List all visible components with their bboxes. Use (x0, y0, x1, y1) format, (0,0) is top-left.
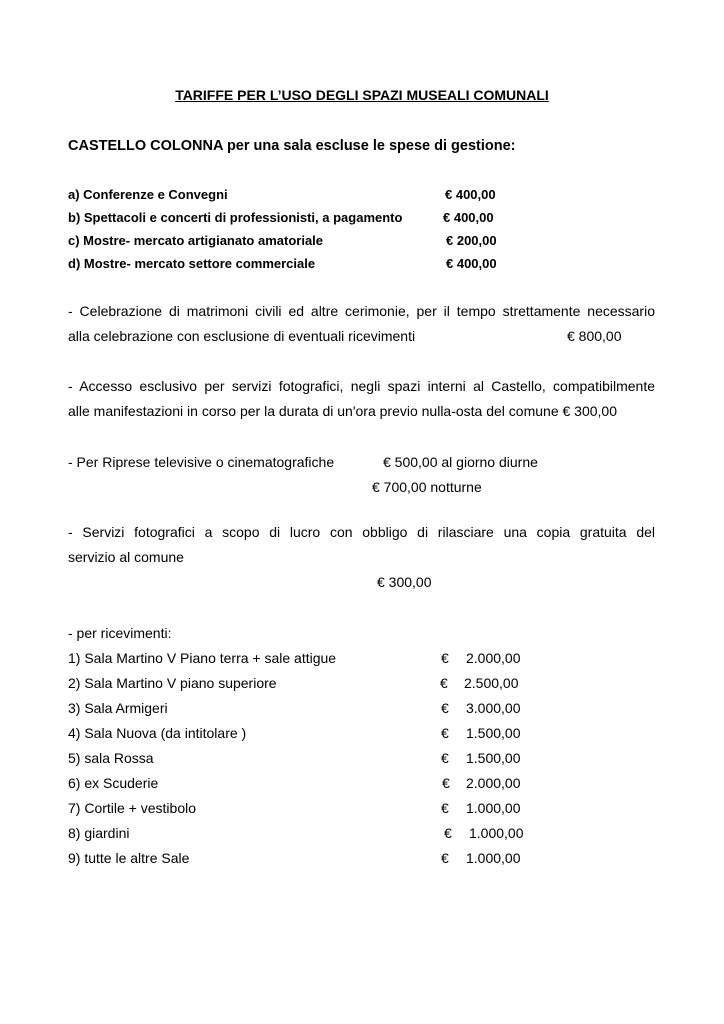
ricevimento-currency-2: € (440, 675, 448, 691)
tariff-label-a: a) Conferenze e Convegni (68, 187, 228, 202)
ricevimento-label-8: 8) giardini (68, 825, 130, 841)
ricevimento-amount-9: 1.000,00 (466, 850, 521, 866)
section-subtitle: CASTELLO COLONNA per una sala escluse le spese di gestione: (68, 138, 516, 154)
tariff-price-a: € 400,00 (445, 187, 496, 202)
ricevimento-label-1: 1) Sala Martino V Piano terra + sale attigue (68, 650, 337, 666)
lucro-line-1: - Servizi fotografici a scopo di lucro con obbligo di rilasciare una copia gratuita del (68, 524, 655, 540)
fotografici-line-2: alle manifestazioni in corso per la durata di un'ora previo nulla-osta del comune € 300,00 (68, 403, 618, 419)
ricevimento-label-9: 9) tutte le altre Sale (68, 850, 190, 866)
riprese-label: - Per Riprese televisive o cinematografiche (68, 454, 335, 470)
ricevimento-amount-2: 2.500,00 (464, 675, 519, 691)
ricevimento-label-4: 4) Sala Nuova (da intitolare ) (68, 725, 247, 741)
ricevimento-currency-3: € (441, 700, 449, 716)
ricevimento-label-2: 2) Sala Martino V piano superiore (68, 675, 277, 691)
matrimoni-line-1: - Celebrazione di matrimoni civili ed altre cerimonie, per il tempo strettamente necessario (68, 303, 655, 319)
ricevimento-label-7: 7) Cortile + vestibolo (68, 800, 197, 816)
tariff-label-c: c) Mostre- mercato artigianato amatoriale (68, 233, 324, 248)
ricevimento-currency-8: € (444, 825, 452, 841)
ricevimento-label-6: 6) ex Scuderie (68, 775, 159, 791)
matrimoni-price: € 800,00 (567, 328, 622, 344)
ricevimento-amount-8: 1.000,00 (469, 825, 524, 841)
tariff-label-b: b) Spettacoli e concerti di professionisti, a pagamento (68, 210, 403, 225)
page-title: TARIFFE PER L’USO DEGLI SPAZI MUSEALI COMUNALI (175, 87, 549, 103)
ricevimento-label-5: 5) sala Rossa (68, 750, 154, 766)
ricevimento-amount-7: 1.000,00 (466, 800, 521, 816)
fotografici-line-1: - Accesso esclusivo per servizi fotografici, negli spazi interni al Castello, compatibilmente (68, 378, 655, 394)
ricevimento-currency-5: € (441, 750, 449, 766)
lucro-price: € 300,00 (377, 574, 432, 590)
ricevimento-amount-4: 1.500,00 (466, 725, 521, 741)
riprese-price-day: € 500,00 al giorno diurne (383, 454, 538, 470)
ricevimento-label-3: 3) Sala Armigeri (68, 700, 168, 716)
ricevimenti-header: - per ricevimenti: (68, 625, 172, 641)
ricevimento-currency-7: € (441, 800, 449, 816)
tariff-price-c: € 200,00 (446, 233, 497, 248)
ricevimento-currency-9: € (441, 850, 449, 866)
ricevimento-currency-4: € (441, 725, 449, 741)
ricevimento-amount-3: 3.000,00 (466, 700, 521, 716)
ricevimento-amount-5: 1.500,00 (466, 750, 521, 766)
tariff-price-d: € 400,00 (446, 256, 497, 271)
lucro-line-2: servizio al comune (68, 549, 184, 565)
ricevimento-currency-6: € (442, 775, 450, 791)
riprese-price-night: € 700,00 notturne (372, 479, 482, 495)
ricevimento-currency-1: € (441, 650, 449, 666)
tariff-price-b: € 400,00 (443, 210, 494, 225)
ricevimento-amount-1: 2.000,00 (466, 650, 521, 666)
ricevimento-amount-6: 2.000,00 (466, 775, 521, 791)
matrimoni-line-2: alla celebrazione con esclusione di eventuali ricevimenti (68, 328, 416, 344)
tariff-label-d: d) Mostre- mercato settore commerciale (68, 256, 316, 271)
